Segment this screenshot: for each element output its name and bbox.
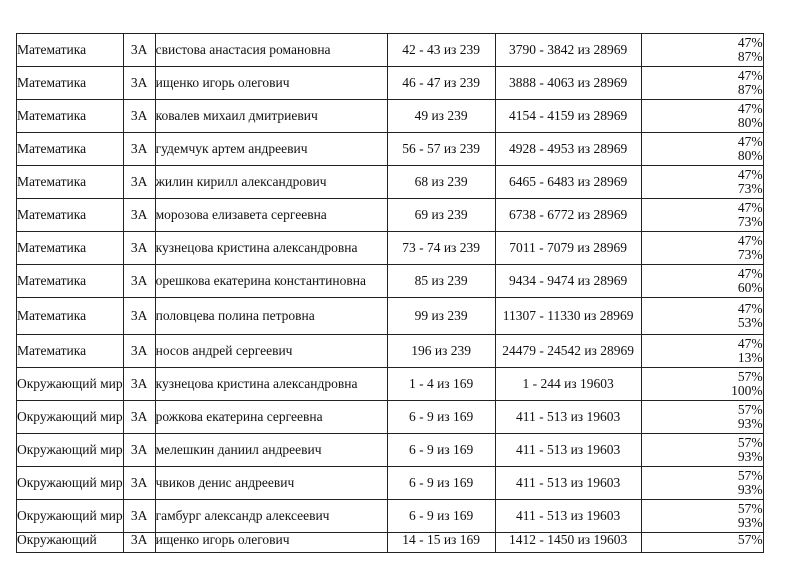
table-row	[17, 34, 764, 67]
class-percent: 57%	[737, 434, 763, 450]
region-place-cell: 4154 - 4159 из 28969	[495, 100, 641, 133]
student-name-cell: ковалев михаил дмитриевич	[155, 100, 387, 133]
class-percent: 57%	[737, 401, 763, 417]
subject-cell: Математика	[17, 335, 124, 368]
student-percent: 100%	[731, 383, 763, 398]
student-name-cell: мелешкин даниил андреевич	[155, 434, 387, 467]
region-place-cell: 411 - 513 из 19603	[495, 500, 641, 533]
percent-cell	[641, 34, 763, 67]
table-row	[17, 401, 764, 434]
class-cell: 3А	[123, 467, 155, 500]
student-percent: 53%	[737, 315, 763, 330]
percent-cell	[641, 401, 763, 434]
subject-cell: Математика	[17, 133, 124, 166]
percent-cell	[641, 67, 763, 100]
student-percent: 80%	[737, 148, 763, 163]
class-percent: 47%	[737, 232, 763, 248]
student-percent: 93%	[737, 449, 763, 464]
subject-cell: Математика	[17, 265, 124, 298]
school-place-cell: 42 - 43 из 239	[387, 34, 495, 67]
school-place-cell: 69 из 239	[387, 199, 495, 232]
class-percent: 57%	[737, 467, 763, 483]
subject-cell: Математика	[17, 166, 124, 199]
student-percent: 87%	[737, 49, 763, 64]
school-place-cell: 73 - 74 из 239	[387, 232, 495, 265]
student-name-cell: морозова елизавета сергеевна	[155, 199, 387, 232]
percent-cell	[641, 335, 763, 368]
school-place-cell: 6 - 9 из 169	[387, 434, 495, 467]
class-cell: 3А	[123, 166, 155, 199]
class-percent: 57%	[737, 368, 763, 384]
student-name-cell: гудемчук артем андреевич	[155, 133, 387, 166]
region-place-cell: 6465 - 6483 из 28969	[495, 166, 641, 199]
student-name-cell: носов андрей сергеевич	[155, 335, 387, 368]
table-row	[17, 265, 764, 298]
school-place-cell: 68 из 239	[387, 166, 495, 199]
class-cell: 3А	[123, 67, 155, 100]
student-name-cell: кузнецова кристина александровна	[155, 232, 387, 265]
region-place-cell: 3790 - 3842 из 28969	[495, 34, 641, 67]
student-name-cell: чвиков денис андреевич	[155, 467, 387, 500]
class-cell: 3А	[123, 533, 155, 553]
class-percent: 47%	[737, 34, 763, 50]
percent-cell	[641, 368, 763, 401]
table-row	[17, 467, 764, 500]
class-cell: 3А	[123, 34, 155, 67]
table-row	[17, 133, 764, 166]
percent-cell	[641, 133, 763, 166]
student-percent: 73%	[737, 181, 763, 196]
school-place-cell: 1 - 4 из 169	[387, 368, 495, 401]
student-percent: 93%	[737, 416, 763, 431]
table-row	[17, 500, 764, 533]
region-place-cell: 11307 - 11330 из 28969	[495, 298, 641, 335]
region-place-cell: 3888 - 4063 из 28969	[495, 67, 641, 100]
subject-cell: Окружающий мир	[17, 434, 124, 467]
class-percent: 47%	[737, 67, 763, 83]
student-percent: 93%	[737, 515, 763, 530]
student-name-cell: половцева полина петровна	[155, 298, 387, 335]
class-percent: 47%	[737, 199, 763, 215]
school-place-cell: 99 из 239	[387, 298, 495, 335]
subject-cell: Окружающий мир	[17, 500, 124, 533]
class-cell: 3А	[123, 335, 155, 368]
table-row	[17, 199, 764, 232]
class-percent: 47%	[737, 265, 763, 281]
subject-cell: Математика	[17, 100, 124, 133]
subject-cell: Математика	[17, 199, 124, 232]
region-place-cell: 411 - 513 из 19603	[495, 401, 641, 434]
region-place-cell: 7011 - 7079 из 28969	[495, 232, 641, 265]
school-place-cell: 49 из 239	[387, 100, 495, 133]
region-place-cell: 4928 - 4953 из 28969	[495, 133, 641, 166]
student-name-cell: орешкова екатерина константиновна	[155, 265, 387, 298]
class-percent: 57%	[737, 532, 763, 547]
student-name-cell: ищенко игорь олегович	[155, 533, 387, 553]
percent-cell	[641, 500, 763, 533]
class-cell: 3А	[123, 265, 155, 298]
class-cell: 3А	[123, 232, 155, 265]
student-percent: 80%	[737, 115, 763, 130]
school-place-cell: 56 - 57 из 239	[387, 133, 495, 166]
class-cell: 3А	[123, 401, 155, 434]
results-table	[16, 33, 764, 553]
table-row	[17, 100, 764, 133]
percent-cell	[641, 467, 763, 500]
percent-cell	[641, 100, 763, 133]
percent-cell	[641, 265, 763, 298]
region-place-cell: 6738 - 6772 из 28969	[495, 199, 641, 232]
subject-cell: Математика	[17, 67, 124, 100]
table-row	[17, 166, 764, 199]
class-cell: 3А	[123, 133, 155, 166]
percent-cell	[641, 232, 763, 265]
student-percent: 73%	[737, 214, 763, 229]
percent-cell	[641, 298, 763, 335]
school-place-cell: 6 - 9 из 169	[387, 467, 495, 500]
student-percent: 60%	[737, 280, 763, 295]
class-cell: 3А	[123, 434, 155, 467]
region-place-cell: 1 - 244 из 19603	[495, 368, 641, 401]
student-percent: 93%	[737, 482, 763, 497]
subject-cell: Окружающий	[17, 533, 124, 553]
class-percent: 47%	[737, 100, 763, 116]
percent-cell	[641, 533, 763, 553]
percent-cell	[641, 199, 763, 232]
student-percent: 73%	[737, 247, 763, 262]
class-cell: 3А	[123, 368, 155, 401]
region-place-cell: 24479 - 24542 из 28969	[495, 335, 641, 368]
student-name-cell: рожкова екатерина сергеевна	[155, 401, 387, 434]
table-row	[17, 368, 764, 401]
class-cell: 3А	[123, 199, 155, 232]
region-place-cell: 1412 - 1450 из 19603	[495, 533, 641, 553]
student-name-cell: гамбург александр алексеевич	[155, 500, 387, 533]
subject-cell: Математика	[17, 232, 124, 265]
percent-cell	[641, 434, 763, 467]
subject-cell: Окружающий мир	[17, 467, 124, 500]
student-name-cell: свистова анастасия романовна	[155, 34, 387, 67]
table-row	[17, 67, 764, 100]
class-percent: 47%	[737, 133, 763, 149]
table-row	[17, 533, 764, 553]
class-percent: 47%	[737, 335, 763, 351]
subject-cell: Окружающий мир	[17, 368, 124, 401]
class-percent: 47%	[737, 166, 763, 182]
school-place-cell: 196 из 239	[387, 335, 495, 368]
student-name-cell: кузнецова кристина александровна	[155, 368, 387, 401]
region-place-cell: 411 - 513 из 19603	[495, 467, 641, 500]
class-cell: 3А	[123, 100, 155, 133]
school-place-cell: 6 - 9 из 169	[387, 401, 495, 434]
student-percent: 87%	[737, 82, 763, 97]
table-row	[17, 335, 764, 368]
subject-cell: Математика	[17, 298, 124, 335]
subject-cell: Математика	[17, 34, 124, 67]
school-place-cell: 85 из 239	[387, 265, 495, 298]
region-place-cell: 9434 - 9474 из 28969	[495, 265, 641, 298]
school-place-cell: 6 - 9 из 169	[387, 500, 495, 533]
region-place-cell: 411 - 513 из 19603	[495, 434, 641, 467]
class-percent: 47%	[737, 300, 763, 316]
student-name-cell: жилин кирилл александрович	[155, 166, 387, 199]
school-place-cell: 14 - 15 из 169	[387, 533, 495, 553]
class-cell: 3А	[123, 500, 155, 533]
class-percent: 57%	[737, 500, 763, 516]
table-row	[17, 232, 764, 265]
school-place-cell: 46 - 47 из 239	[387, 67, 495, 100]
class-cell: 3А	[123, 298, 155, 335]
percent-cell	[641, 166, 763, 199]
table-row	[17, 434, 764, 467]
table-row	[17, 298, 764, 335]
results-table-body	[17, 34, 764, 553]
student-name-cell: ищенко игорь олегович	[155, 67, 387, 100]
student-percent: 13%	[737, 350, 763, 365]
subject-cell: Окружающий мир	[17, 401, 124, 434]
